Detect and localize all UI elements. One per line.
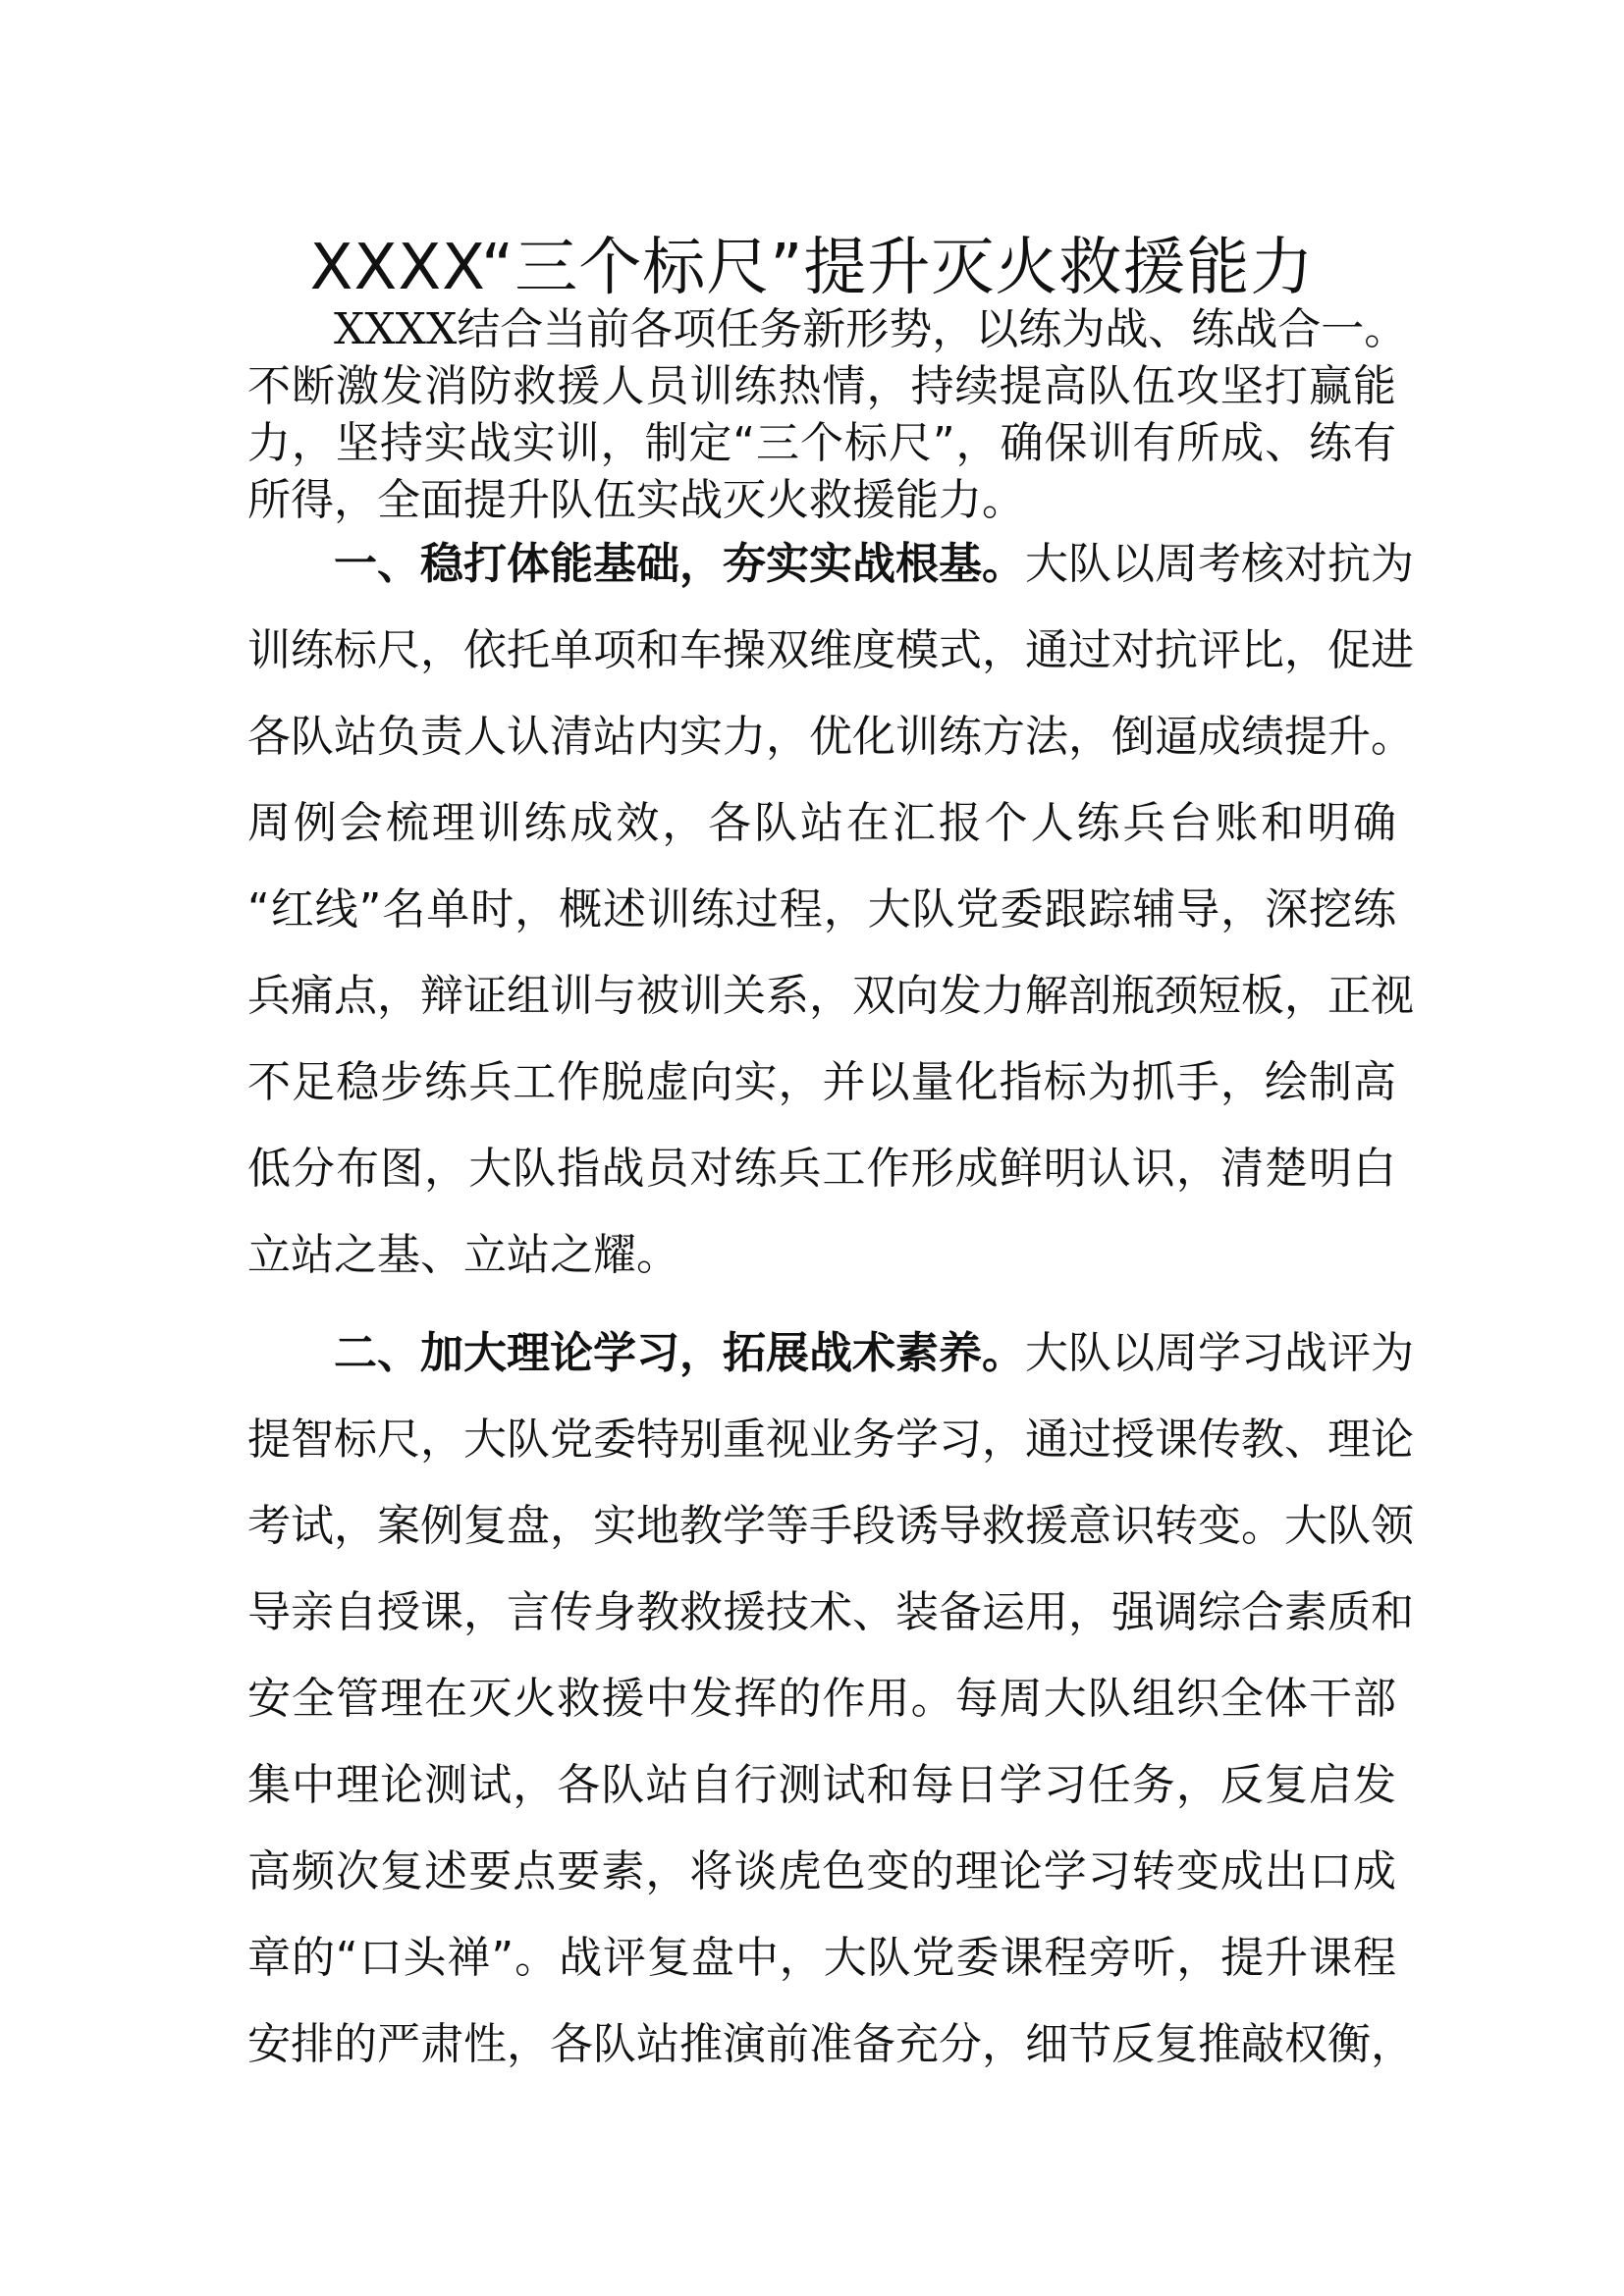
- section1-line-1-text: 大队以周考核对抗为: [1025, 539, 1414, 589]
- intro-line-2: 不断激发消防救援人员训练热情，持续提高队伍攻坚打赢能: [247, 361, 1396, 411]
- intro-line-4: 所得，全面提升队伍实战灭火救援能力。: [247, 475, 1025, 525]
- section1-line-3: 各队站负责人认清站内实力，优化训练方法，倒逼成绩提升。: [247, 712, 1414, 762]
- intro-line-3: 力，坚持实战实训，制定“三个标尺”，确保训有所成、练有: [247, 418, 1396, 468]
- section1-line-4: 周例会梳理训练成效，各队站在汇报个人练兵台账和明确: [247, 798, 1396, 848]
- intro-org: XXXX: [334, 304, 458, 354]
- intro-line-1-text: 结合当前各项任务新形势，以练为战、练战合一。: [457, 304, 1408, 354]
- document-title: XXXX“三个标尺”提升灭火救援能力: [309, 232, 1315, 304]
- section1-line-6: 兵痛点，辩证组训与被训关系，双向发力解剖瓶颈短板，正视: [247, 971, 1414, 1021]
- section1-line-7: 不足稳步练兵工作脱虚向实，并以量化指标为抓手，绘制高: [247, 1057, 1396, 1107]
- section2-line-1: [247, 1321, 1414, 1386]
- section2-line-9: 安排的严肃性，各队站推演前准备充分，细节反复推敲权衡，: [247, 2019, 1414, 2069]
- section2-line-4: 导亲自授课，言传身教救援技术、装备运用，强调综合素质和: [247, 1587, 1414, 1637]
- section1-line-9: 立站之基、立站之耀。: [247, 1230, 679, 1280]
- intro-line-1: [247, 301, 1408, 358]
- section2-line-1-text: 大队以周学习战评为: [1025, 1328, 1414, 1378]
- section2-lead: 二、加大理论学习，拓展战术素养。: [334, 1328, 1025, 1378]
- section1-lead: 一、稳打体能基础，夯实实战根基。: [334, 539, 1025, 589]
- section1-line-1: [247, 532, 1414, 597]
- section2-line-8: 章的“口头禅”。战评复盘中，大队党委课程旁听，提升课程: [247, 1933, 1396, 1983]
- section1-line-8: 低分布图，大队指战员对练兵工作形成鲜明认识，清楚明白: [247, 1144, 1396, 1194]
- section2-line-2: 提智标尺，大队党委特别重视业务学习，通过授课传教、理论: [247, 1415, 1414, 1465]
- section2-line-6: 集中理论测试，各队站自行测试和每日学习任务，反复启发: [247, 1760, 1396, 1810]
- section2-line-3: 考试，案例复盘，实地教学等手段诱导救援意识转变。大队领: [247, 1501, 1414, 1551]
- section1-line-5: “红线”名单时，概述训练过程，大队党委跟踪辅导，深挖练: [247, 884, 1396, 934]
- section2-line-5: 安全管理在灭火救援中发挥的作用。每周大队组织全体干部: [247, 1674, 1396, 1724]
- section2-line-7: 高频次复述要点要素，将谈虎色变的理论学习转变成出口成: [247, 1846, 1396, 1896]
- section1-line-2: 训练标尺，依托单项和车操双维度模式，通过对抗评比，促进: [247, 625, 1414, 675]
